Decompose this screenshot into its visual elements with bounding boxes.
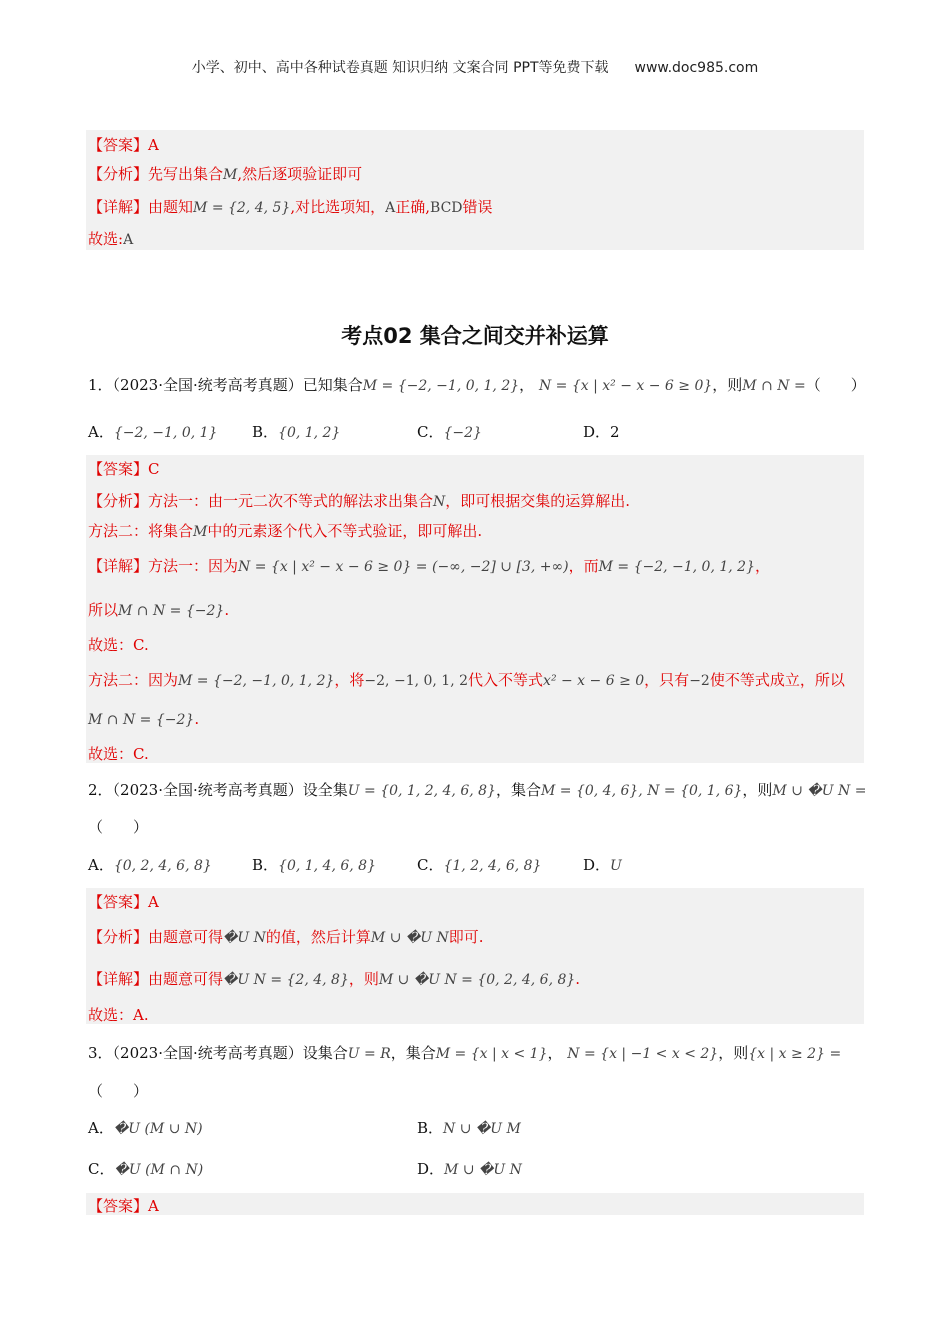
- header-text: 小学、初中、高中各种试卷真题 知识归纳 文案合同 PPT等免费下载: [191, 60, 609, 76]
- question-2-paren: （ ）: [88, 818, 149, 836]
- analysis-line: 【分析】由题意可得�U N的值，然后计算M ∪ �U N即可.: [88, 928, 484, 946]
- detail-line: 【详解】由题意可得�U N = {2, 4, 8}，则M ∪ �U N = {0, 2, 4, 6, 8}.: [88, 970, 581, 988]
- choose-line-1: 故选：C.: [88, 636, 149, 654]
- question-3: 3．（2023·全国·统考高考真题）设集合U = R，集合M = {x | x < 1}， N = {x | −1 < x < 2}，则{x | x ≥ 2} =: [88, 1044, 842, 1062]
- question-2: 2．（2023·全国·统考高考真题）设全集U = {0, 1, 2, 4, 6, 8}，集合M = {0, 4, 6}, N = {0, 1, 6}，则M ∪ �U N =: [88, 781, 867, 799]
- method2-line: 方法二：将集合M中的元素逐个代入不等式验证，即可解出.: [88, 522, 483, 540]
- answer-line: 【答案】A: [88, 1197, 159, 1215]
- q1-option-d[interactable]: D．2: [583, 423, 620, 441]
- question-3-paren: （ ）: [88, 1082, 149, 1100]
- header-site: www.doc985.com: [634, 60, 759, 76]
- choose-line-2: 故选：C.: [88, 745, 149, 763]
- page-header: [0, 57, 950, 77]
- choose-line: 故选:A: [88, 230, 134, 248]
- detail-line: 【详解】方法一：因为N = {x | x² − x − 6 ≥ 0} = (−∞, −2] ∪ [3, +∞)，而M = {−2, −1, 0, 1, 2}，: [88, 557, 771, 575]
- q2-option-b[interactable]: B．{0, 1, 4, 6, 8}: [252, 856, 376, 874]
- answer-line: 【答案】A: [88, 136, 159, 154]
- q2-option-a[interactable]: A．{0, 2, 4, 6, 8}: [88, 856, 212, 874]
- question-1: 1．（2023·全国·统考高考真题）已知集合M = {−2, −1, 0, 1, 2}， N = {x | x² − x − 6 ≥ 0}，则M ∩ N =（ ）: [88, 376, 866, 394]
- answer-line: 【答案】A: [88, 893, 159, 911]
- q2-option-d[interactable]: D．U: [583, 856, 622, 874]
- q1-option-a[interactable]: A．{−2, −1, 0, 1}: [88, 423, 218, 441]
- solution-block-2: [86, 888, 864, 1024]
- detail-line: 【详解】由题知M = {2, 4, 5},对比选项知，A正确,BCD错误: [88, 198, 493, 216]
- solution-block-0: [86, 130, 864, 250]
- analysis-line: 【分析】方法一：由一元二次不等式的解法求出集合N，即可根据交集的运算解出.: [88, 492, 631, 510]
- q3-option-d[interactable]: D．M ∪ �U N: [417, 1160, 522, 1178]
- method2-detail-line: 方法二：因为M = {−2, −1, 0, 1, 2}，将−2, −1, 0, 1, 2代入不等式x² − x − 6 ≥ 0，只有−2使不等式成立，所以: [88, 671, 845, 689]
- q3-option-c[interactable]: C．�U (M ∩ N): [88, 1160, 204, 1178]
- answer-line: 【答案】C: [88, 460, 160, 478]
- q3-option-a[interactable]: A．�U (M ∪ N): [88, 1119, 203, 1137]
- choose-line: 故选：A.: [88, 1006, 149, 1024]
- section-title: 考点02 集合之间交并补运算: [341, 324, 609, 348]
- so-line: 所以M ∩ N = {−2}.: [88, 601, 230, 619]
- q1-option-c[interactable]: C．{−2}: [417, 423, 482, 441]
- q1-option-b[interactable]: B．{0, 1, 2}: [252, 423, 341, 441]
- q2-option-c[interactable]: C．{1, 2, 4, 6, 8}: [417, 856, 542, 874]
- analysis-line: 【分析】先写出集合M,然后逐项验证即可: [88, 165, 363, 183]
- method2-result-line: M ∩ N = {−2}.: [88, 710, 200, 728]
- solution-block-1: [86, 455, 864, 763]
- solution-block-3: [86, 1193, 864, 1215]
- q3-option-b[interactable]: B．N ∪ �U M: [417, 1119, 521, 1137]
